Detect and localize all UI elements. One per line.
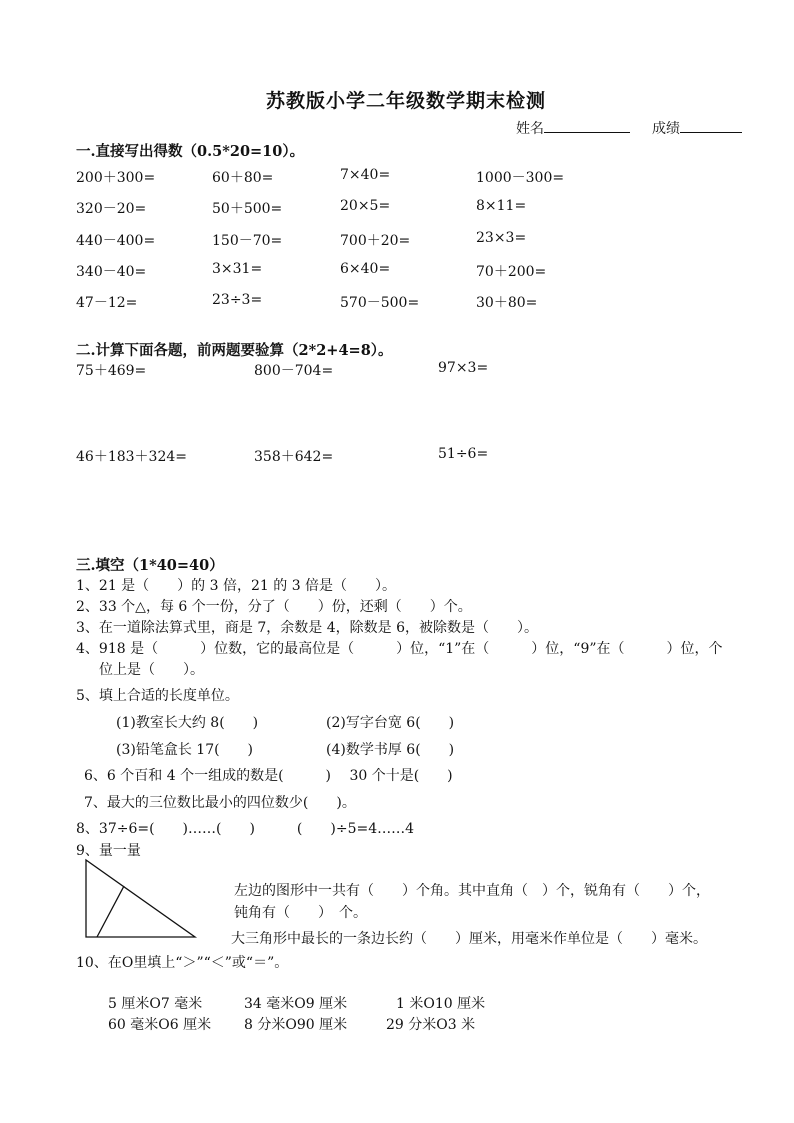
score-blank[interactable] xyxy=(680,118,742,133)
calc-item: 75＋469= xyxy=(76,363,147,379)
score-label: 成绩 xyxy=(652,121,680,137)
question-10: 10、在O里填上“＞”“＜”或“＝”。 xyxy=(76,955,289,971)
section3-heading: 三.填空（1*40=40） xyxy=(76,557,224,574)
large-triangle xyxy=(86,860,195,937)
question-6: 6、6 个百和 4 个一组成的数是( ) 30 个十是( ) xyxy=(84,768,453,784)
question-1: 1、21 是（ ）的 3 倍，21 的 3 倍是（ ）。 xyxy=(76,578,397,594)
calc-item: 51÷6= xyxy=(438,446,489,462)
section1-heading: 一.直接写出得数（0.5*20=10）。 xyxy=(76,143,305,160)
calc-item: 20×5= xyxy=(340,198,391,214)
name-blank[interactable] xyxy=(544,118,630,133)
question-5: 5、填上合适的长度单位。 xyxy=(76,688,239,704)
question-3: 3、在一道除法算式里，商是 7，余数是 4，除数是 6，被除数是（ ）。 xyxy=(76,620,538,636)
calc-item: 3×31= xyxy=(212,261,263,277)
question-2: 2、33 个△，每 6 个一份，分了（ ）份，还剩（ ）个。 xyxy=(76,599,472,615)
calc-item: 440－400= xyxy=(76,233,156,249)
calc-item: 150－70= xyxy=(212,233,283,249)
calc-item: 50＋500= xyxy=(212,201,283,217)
question-8: 8、37÷6=( )……( ) ( )÷5=4……4 xyxy=(76,821,415,837)
calc-item: 8×11= xyxy=(476,198,527,214)
calc-item: 70＋200= xyxy=(476,264,547,280)
calc-item: 97×3= xyxy=(438,360,489,376)
q9-line2: 钝角有（ ） 个。 xyxy=(234,905,367,921)
calc-item: 23×3= xyxy=(476,230,527,246)
q9-line1: 左边的图形中一共有（ ）个角。其中直角（ ）个，锐角有（ ）个， xyxy=(234,883,710,899)
compare-item: 34 毫米O9 厘米 xyxy=(244,996,348,1012)
calc-item: 200＋300= xyxy=(76,170,156,186)
q5-item: (1)教室长大约 8( ) xyxy=(116,715,259,731)
compare-item: 5 厘米O7 毫米 xyxy=(108,996,203,1012)
calc-item: 6×40= xyxy=(340,261,391,277)
question-9: 9、量一量 xyxy=(76,843,141,859)
compare-item: 60 毫米O6 厘米 xyxy=(108,1017,212,1033)
question-4-line1: 4、918 是（ ）位数，它的最高位是（ ）位，“1”在（ ）位，“9”在（ ）位，个 xyxy=(76,641,723,657)
q5-item: (3)铅笔盒长 17( ) xyxy=(116,742,254,758)
q5-item: (2)写字台宽 6( ) xyxy=(326,715,455,731)
compare-item: 1 米O10 厘米 xyxy=(396,996,486,1012)
score-field[interactable] xyxy=(652,118,742,138)
calc-item: 340－40= xyxy=(76,264,147,280)
name-field[interactable] xyxy=(516,118,630,138)
section2-heading: 二.计算下面各题，前两题要验算（2*2+4=8）。 xyxy=(76,342,393,359)
inner-segment xyxy=(97,886,124,937)
calc-item: 30＋80= xyxy=(476,295,538,311)
calc-item: 358＋642= xyxy=(254,449,334,465)
triangle-figure xyxy=(84,858,200,940)
calc-item: 23÷3= xyxy=(212,292,263,308)
compare-item: 8 分米O90 厘米 xyxy=(244,1017,348,1033)
calc-item: 1000－300= xyxy=(476,170,565,186)
calc-item: 7×40= xyxy=(340,167,391,183)
q9-line3: 大三角形中最长的一条边长约（ ）厘米，用毫米作单位是（ ）毫米。 xyxy=(231,931,707,947)
compare-item: 29 分米O3 米 xyxy=(386,1017,476,1033)
question-4-line2: 位上是（ ）。 xyxy=(99,662,204,678)
calc-item: 800－704= xyxy=(254,363,334,379)
calc-item: 46＋183＋324= xyxy=(76,449,187,465)
calc-item: 320－20= xyxy=(76,201,147,217)
question-7: 7、最大的三位数比最小的四位数少( )。 xyxy=(84,795,356,811)
page-title: 苏教版小学二年级数学期末检测 xyxy=(266,90,547,112)
calc-item: 700＋20= xyxy=(340,233,411,249)
calc-item: 60＋80= xyxy=(212,170,274,186)
q5-item: (4)数学书厚 6( ) xyxy=(326,742,455,758)
name-label: 姓名 xyxy=(516,121,544,137)
calc-item: 570－500= xyxy=(340,295,420,311)
calc-item: 47－12= xyxy=(76,295,138,311)
